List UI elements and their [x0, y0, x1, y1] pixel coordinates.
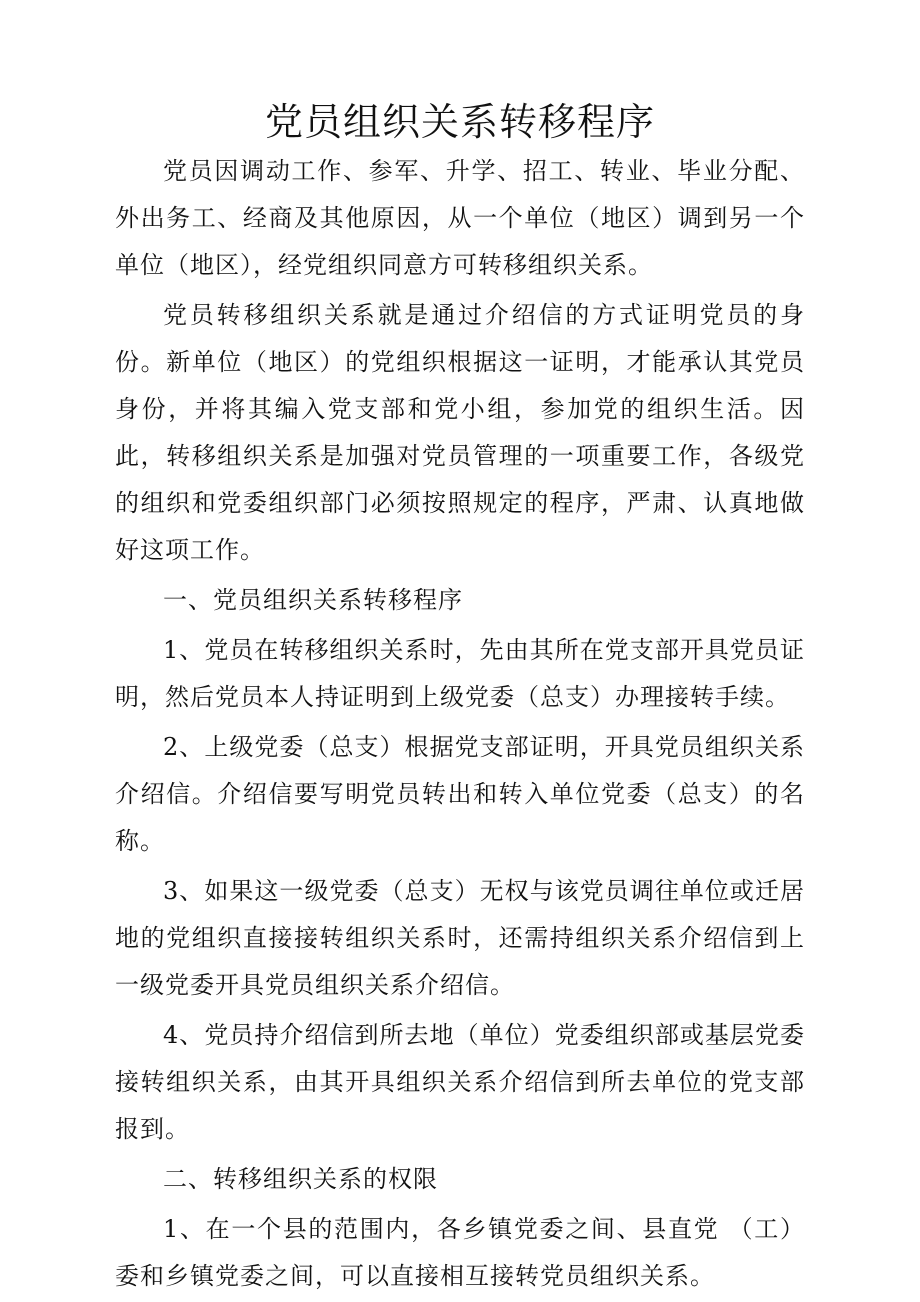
procedure-step-1: 1、党员在转移组织关系时，先由其所在党支部开具党员证明，然后党员本人持证明到上级党委（总支）办理接转手续。 — [115, 636, 805, 711]
procedure-step-4: 4、党员持介绍信到所去地（单位）党委组织部或基层党委接转组织关系，由其开具组织关系介绍信到所去单位的党支部报到。 — [115, 1021, 805, 1143]
paragraph-purpose: 党员转移组织关系就是通过介绍信的方式证明党员的身份。新单位（地区）的党组织根据这一证明，才能承认其党员身份，并将其编入党支部和党小组，参加党的组织生活。因此，转移组织关系是加强对党员管理的一项重要工作，各级党的组织和党委组织部门必须按照规定的程序，严肃、认真地做好这项工作。 — [115, 301, 805, 564]
authority-item-1: 1、在一个县的范围内，各乡镇党委之间、县直党 （工）委和乡镇党委之间，可以直接相互接转党员组织关系。 — [115, 1215, 805, 1290]
procedure-step-2: 2、上级党委（总支）根据党支部证明，开具党员组织关系介绍信。介绍信要写明党员转出和转入单位党委（总支）的名称。 — [115, 733, 805, 855]
section-heading-authority: 二、转移组织关系的权限 — [163, 1165, 438, 1193]
procedure-step-3: 3、如果这一级党委（总支）无权与该党员调往单位或迁居地的党组织直接接转组织关系时，还需持组织关系介绍信到上一级党委开具党员组织关系介绍信。 — [115, 877, 805, 999]
document-body — [115, 148, 805, 1300]
paragraph-intro: 党员因调动工作、参军、升学、招工、转业、毕业分配、外出务工、经商及其他原因，从一个单位（地区）调到另一个单位（地区），经党组织同意方可转移组织关系。 — [115, 157, 805, 279]
section-heading-procedure: 一、党员组织关系转移程序 — [163, 586, 463, 614]
document-title: 党员组织关系转移程序 — [264, 100, 655, 144]
